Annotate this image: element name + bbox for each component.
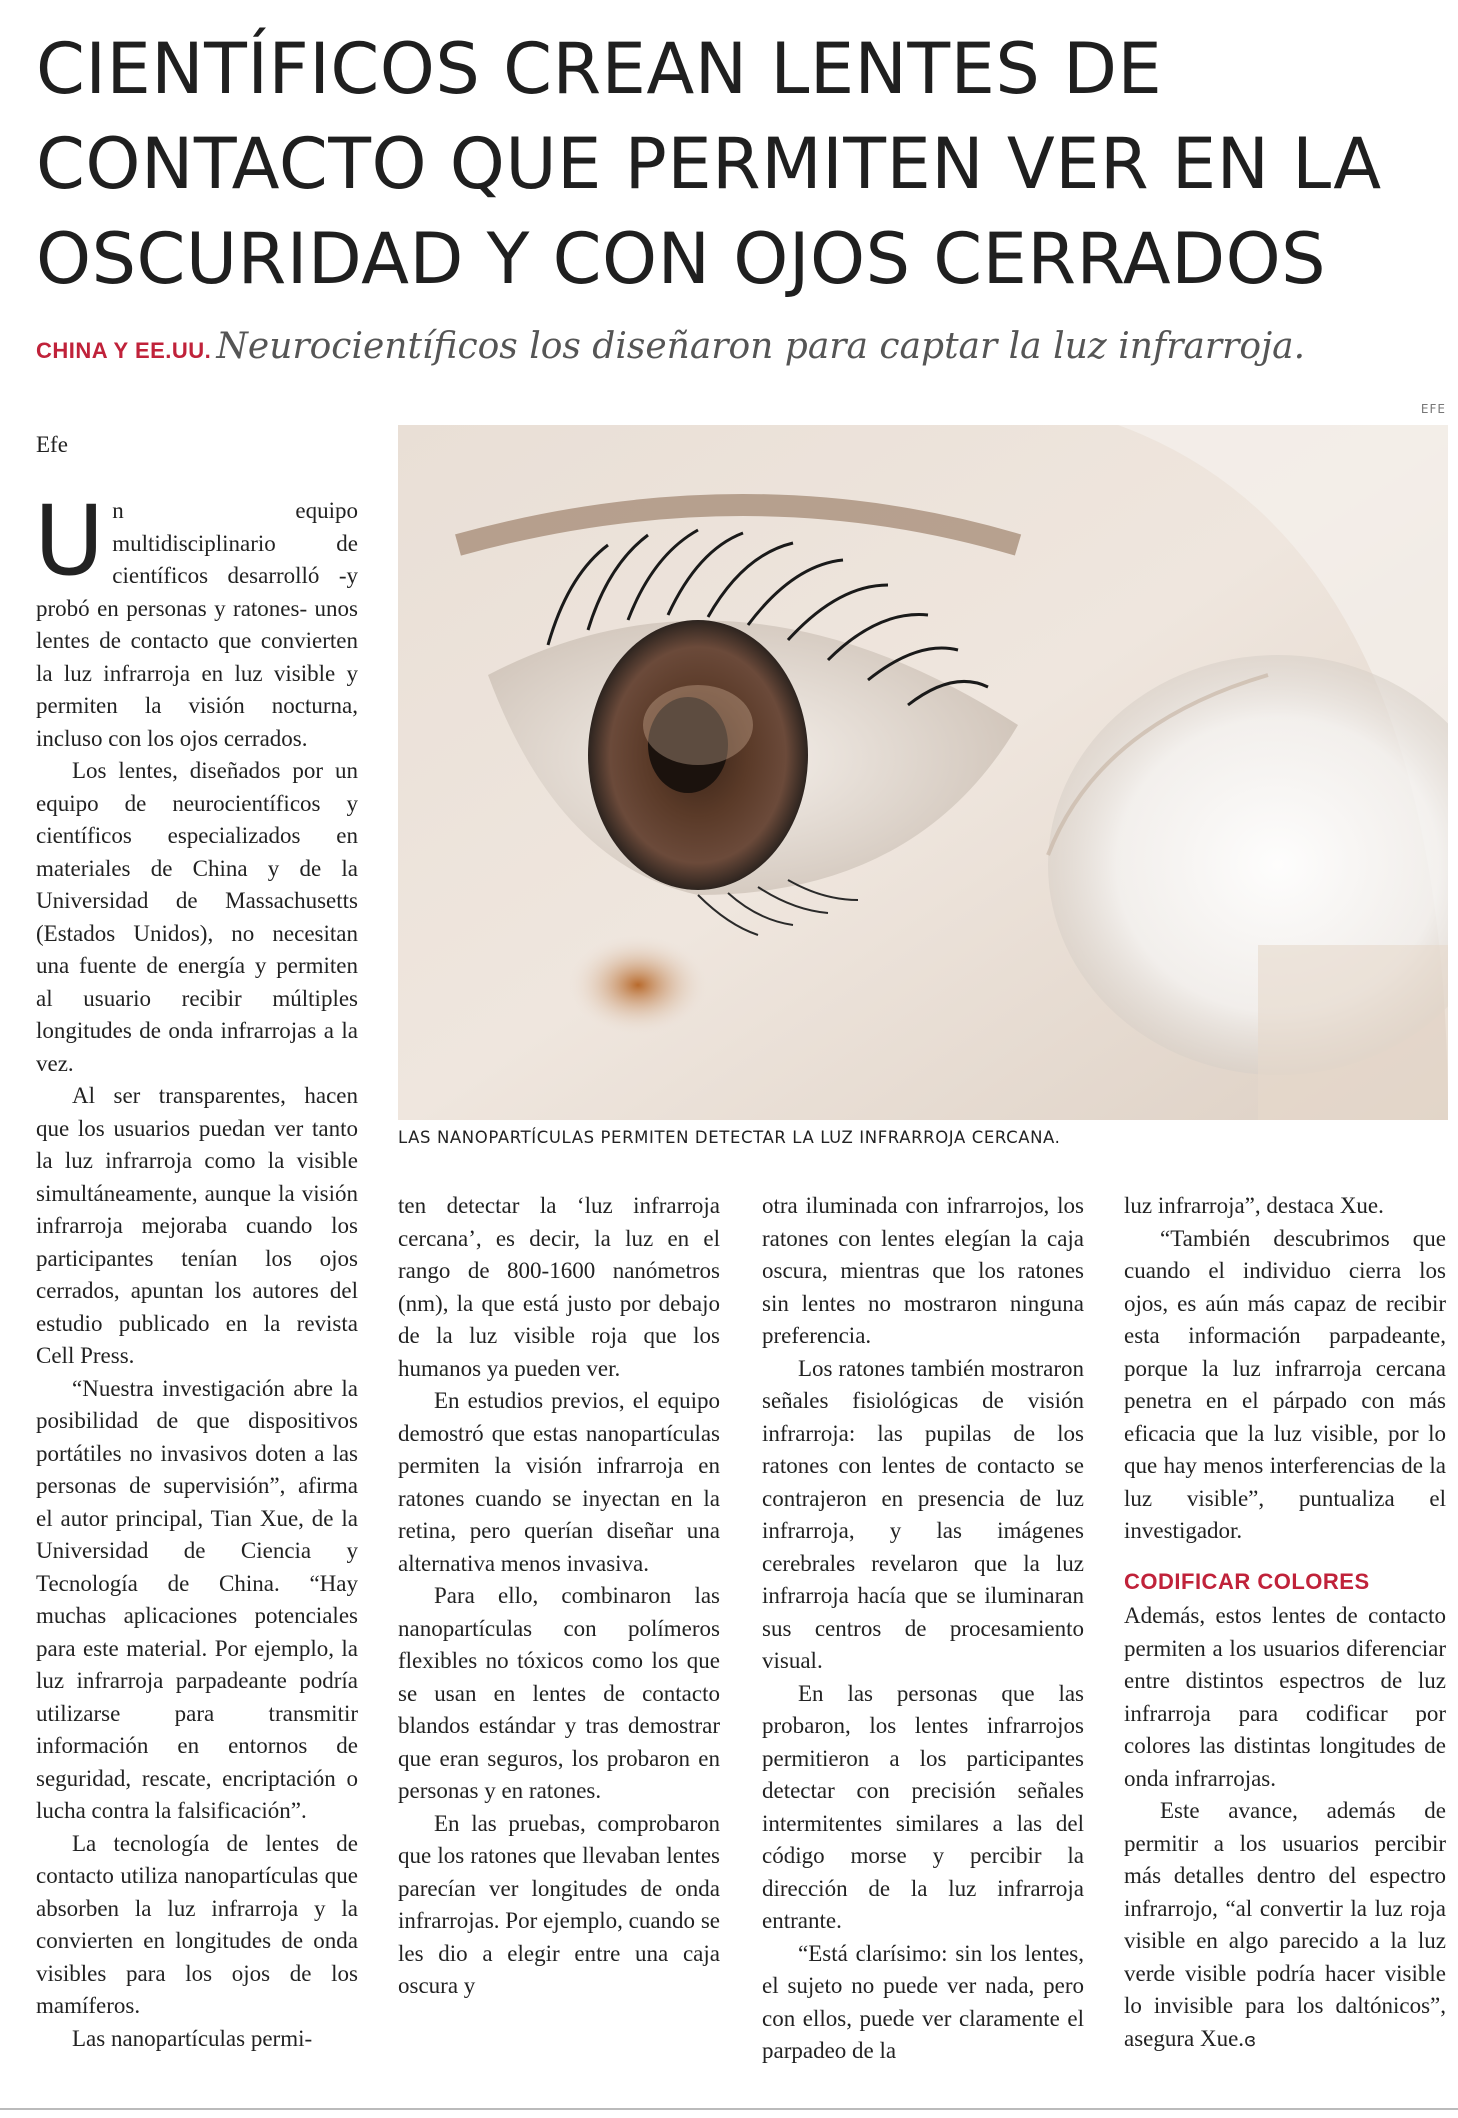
paragraph: La tecnología de lentes de contacto utiliza nanopartículas que absorben la luz infrarroja y la convierten en longitudes de onda visibles para los ojos de los mamíferos. — [36, 1830, 358, 2018]
subheading: CODIFICAR COLORES — [1124, 1568, 1370, 1594]
paragraph: Los ratones también mostraron señales fisiológicas de visión infrarroja: las pupilas de los ratones con lentes de contacto se contrajeron en presencia de luz infrarroja, y las imágenes cerebrales revelaron que la luz infrarroja hacía que se iluminaran sus centros de procesamiento visual. — [762, 1355, 1084, 1673]
paragraph: En estudios previos, el equipo demostró que estas nanopartículas permiten la visión infrarroja en ratones cuando se inyectan en la retina, pero querían diseñar una alternativa menos invasiva. — [398, 1388, 720, 1576]
article-column-1 — [34, 485, 358, 2055]
byline: Efe — [36, 432, 68, 457]
dek-text: Neurocientíficos los diseñaron para captar la luz infrarroja. — [216, 326, 1306, 367]
paragraph: Además, estos lentes de contacto permiten a los usuarios diferenciar entre distintos espectros de luz infrarroja para codificar por colores las distintas longitudes de onda infrarrojas. — [1124, 1603, 1446, 1791]
paragraph: Los lentes, diseñados por un equipo de neurocientíficos y científicos especializados en materiales de China y de la Universidad de Massachusetts (Estados Unidos), no necesitan una fuente de energía y permiten al usuario recibir múltiples longitudes de onda infrarrojas a la vez. — [36, 758, 358, 1076]
article-column-4 — [1124, 1190, 1446, 2057]
eye-photo-illustration — [398, 425, 1448, 1120]
paragraph: Al ser transparentes, hacen que los usuarios puedan ver tanto la luz infrarroja como la visible simultáneamente, aunque la visión infrarroja mejoraba cuando los participantes tenían los ojos cerrados, apuntan los autores del estudio publicado en la revista Cell Press. — [36, 1083, 358, 1368]
paragraph: En las pruebas, comprobaron que los ratones que llevaban lentes parecían ver longitudes de onda infrarrojas. Por ejemplo, cuando se les dio a elegir entre una caja oscura y — [398, 1810, 720, 1998]
drop-cap: U — [34, 485, 105, 597]
paragraph: Un equipo multidisciplinario de científicos desarrolló -y probó en personas y ratones- unos lentes de contacto que convierten la luz infrarroja en luz visible y permiten la visión nocturna, incluso con los ojos cerrados. — [34, 485, 358, 751]
dek-place: CHINA Y EE.UU. — [36, 338, 212, 363]
paragraph: Este avance, además de permitir a los usuarios percibir más detalles dentro del espectro infrarrojo, “al convertir la luz roja visible en algo parecido a la luz verde visible podría hacer visible lo invisible para los daltónicos”, asegura Xue.ɞ — [1124, 1798, 1446, 2051]
article-column-2 — [398, 1190, 720, 2003]
end-mark-icon: ɞ — [1244, 2029, 1257, 2051]
paragraph: luz infrarroja”, destaca Xue. — [1124, 1193, 1384, 1218]
paragraph: “Nuestra investigación abre la posibilidad de que dispositivos portátiles no invasivos doten a las personas de supervisión”, afirma el autor principal, Tian Xue, de la Universidad de Ciencia y Tecnología de China. “Hay muchas aplicaciones potenciales para este material. Por ejemplo, la luz infrarroja parpadeante podría utilizarse para transmitir información en entornos de seguridad, rescate, encriptación o lucha contra la falsificación”. — [36, 1375, 358, 1823]
photo-caption: LAS NANOPARTÍCULAS PERMITEN DETECTAR LA LUZ INFRARROJA CERCANA. — [398, 1128, 1061, 1147]
paragraph: “Está clarísimo: sin los lentes, el sujeto no puede ver nada, pero con ellos, puede ver claramente el parpadeo de la — [762, 1940, 1084, 2063]
paragraph: otra iluminada con infrarrojos, los ratones con lentes elegían la caja oscura, mientras que los ratones sin lentes no mostraron ninguna preferencia. — [762, 1193, 1084, 1348]
dek — [36, 326, 1436, 367]
paragraph: “También descubrimos que cuando el individuo cierra los ojos, es aún más capaz de recibir esta información parpadeante, porque la luz infrarroja cercana penetra en el párpado con más eficacia que la luz visible, por lo que hay menos interferencias de la luz visible”, puntualiza el investigador. — [1124, 1225, 1446, 1543]
paragraph: Para ello, combinaron las nanopartículas con polímeros flexibles no tóxicos como los que se usan en lentes de contacto blandos estándar y tras demostrar que eran seguros, los probaron en personas y en ratones. — [398, 1583, 720, 1803]
paragraph: En las personas que las probaron, los lentes infrarrojos permitieron a los participantes detectar con precisión señales intermitentes similares a las del código morse y percibir la dirección de la luz infrarroja entrante. — [762, 1680, 1084, 1933]
headline: CIENTÍFICOS CREAN LENTES DE CONTACTO QUE PERMITEN VER EN LA OSCURIDAD Y CON OJOS CERRADOS — [36, 28, 1382, 300]
paragraph: Las nanopartículas permi- — [72, 2025, 313, 2051]
photo-credit: EFE — [1420, 402, 1446, 416]
paragraph: ten detectar la ‘luz infrarroja cercana’, es decir, la luz en el rango de 800-1600 nanómetros (nm), la que está justo por debajo de la luz visible roja que los humanos ya pueden ver. — [398, 1193, 720, 1381]
article-column-3 — [762, 1190, 1084, 2068]
bottom-rule — [0, 2108, 1458, 2110]
article-photo-eye — [398, 425, 1448, 1120]
